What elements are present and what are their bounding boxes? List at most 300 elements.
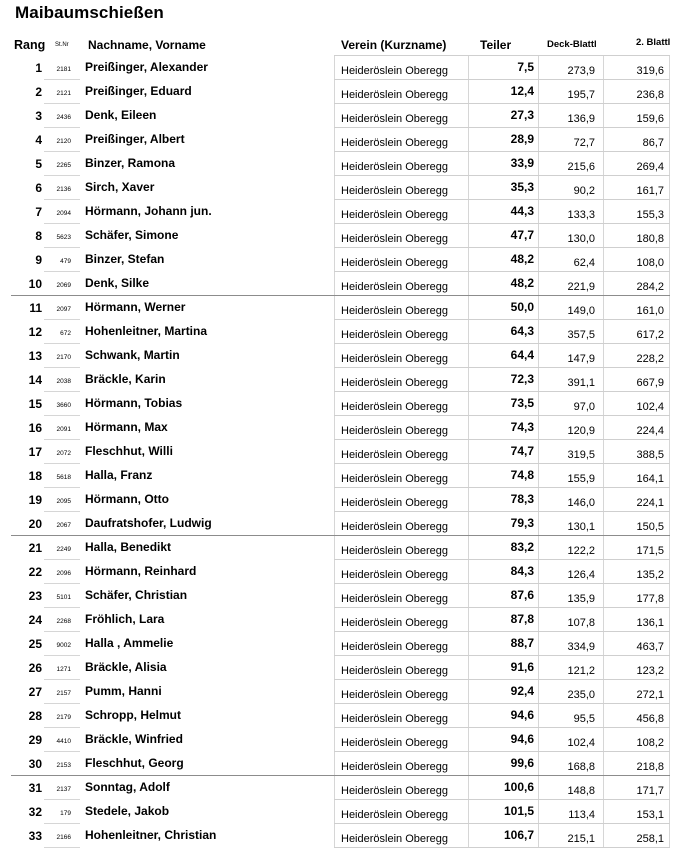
start-number-cell: 2096 bbox=[56, 570, 71, 577]
column-divider bbox=[538, 128, 539, 152]
second-blattl-cell: 164,1 bbox=[636, 473, 664, 485]
start-number-cell: 2097 bbox=[56, 306, 71, 313]
teiler-cell: 72,3 bbox=[510, 372, 534, 386]
deck-blattl-cell: 97,0 bbox=[573, 401, 595, 413]
deck-blattl-cell: 113,4 bbox=[568, 809, 595, 821]
club-cell: Heideröslein Oberegg bbox=[341, 593, 449, 605]
column-divider bbox=[669, 824, 670, 848]
teiler-cell: 91,6 bbox=[510, 660, 534, 674]
second-blattl-cell: 161,7 bbox=[636, 185, 664, 197]
second-blattl-cell: 108,0 bbox=[636, 257, 664, 269]
column-divider bbox=[538, 176, 539, 200]
column-divider bbox=[669, 392, 670, 416]
rank-cell: 26 bbox=[28, 661, 42, 675]
teiler-cell: 28,9 bbox=[510, 132, 534, 146]
start-number-cell: 9002 bbox=[56, 642, 71, 649]
name-cell: Hörmann, Johann jun. bbox=[85, 204, 212, 218]
rank-cell: 20 bbox=[28, 517, 42, 531]
rank-cell: 5 bbox=[35, 157, 42, 171]
start-number-cell: 2436 bbox=[56, 114, 71, 121]
column-divider bbox=[538, 440, 539, 464]
column-divider bbox=[334, 224, 335, 248]
column-divider bbox=[468, 488, 469, 512]
column-divider bbox=[669, 632, 670, 656]
table-row bbox=[0, 296, 680, 320]
rank-cell: 12 bbox=[28, 325, 42, 339]
club-cell: Heideröslein Oberegg bbox=[341, 329, 449, 341]
column-divider bbox=[603, 680, 604, 704]
deck-blattl-cell: 95,5 bbox=[573, 713, 595, 725]
name-cell: Schwank, Martin bbox=[85, 348, 180, 362]
column-divider bbox=[468, 536, 469, 560]
club-cell: Heideröslein Oberegg bbox=[341, 617, 449, 629]
column-divider bbox=[538, 608, 539, 632]
column-divider bbox=[669, 104, 670, 128]
column-divider bbox=[669, 176, 670, 200]
column-divider bbox=[538, 656, 539, 680]
column-header-rang: Rang bbox=[14, 38, 46, 52]
column-divider bbox=[538, 344, 539, 368]
second-blattl-cell: 86,7 bbox=[642, 137, 664, 149]
table-row bbox=[0, 512, 680, 536]
club-cell: Heideröslein Oberegg bbox=[341, 689, 449, 701]
column-divider bbox=[334, 464, 335, 488]
start-number-cell: 2181 bbox=[56, 66, 71, 73]
start-number-cell: 479 bbox=[60, 258, 71, 265]
start-number-cell: 5618 bbox=[56, 474, 71, 481]
column-divider bbox=[468, 344, 469, 368]
start-number-cell: 2091 bbox=[56, 426, 71, 433]
table-row bbox=[0, 200, 680, 224]
column-divider bbox=[334, 104, 335, 128]
column-divider bbox=[468, 440, 469, 464]
column-divider bbox=[669, 128, 670, 152]
column-divider bbox=[334, 128, 335, 152]
deck-blattl-cell: 107,8 bbox=[567, 617, 595, 629]
column-divider bbox=[538, 368, 539, 392]
column-divider bbox=[468, 368, 469, 392]
column-divider bbox=[538, 632, 539, 656]
second-blattl-cell: 180,8 bbox=[636, 233, 664, 245]
name-cell: Denk, Silke bbox=[85, 276, 150, 290]
teiler-cell: 94,6 bbox=[510, 708, 534, 722]
name-cell: Preißinger, Albert bbox=[85, 132, 185, 146]
club-cell: Heideröslein Oberegg bbox=[341, 833, 449, 845]
column-divider bbox=[334, 200, 335, 224]
second-blattl-cell: 135,2 bbox=[636, 569, 664, 581]
column-divider bbox=[334, 584, 335, 608]
column-divider bbox=[603, 416, 604, 440]
column-divider bbox=[538, 752, 539, 776]
teiler-cell: 35,3 bbox=[510, 180, 534, 194]
column-divider bbox=[603, 272, 604, 296]
second-blattl-cell: 177,8 bbox=[636, 593, 664, 605]
start-number-cell: 2038 bbox=[56, 378, 71, 385]
column-divider bbox=[334, 176, 335, 200]
column-divider bbox=[468, 200, 469, 224]
start-number-cell: 4410 bbox=[56, 738, 71, 745]
start-number-cell: 5623 bbox=[56, 234, 71, 241]
table-row bbox=[0, 176, 680, 200]
start-number-cell: 2157 bbox=[56, 690, 71, 697]
deck-blattl-cell: 136,9 bbox=[567, 113, 595, 125]
column-divider bbox=[468, 128, 469, 152]
column-divider bbox=[603, 320, 604, 344]
table-row bbox=[0, 416, 680, 440]
column-divider bbox=[538, 536, 539, 560]
second-blattl-cell: 272,1 bbox=[636, 689, 664, 701]
name-cell: Hörmann, Otto bbox=[85, 492, 169, 506]
column-divider bbox=[603, 512, 604, 536]
column-divider bbox=[468, 152, 469, 176]
page-title: Maibaumschießen bbox=[15, 3, 164, 22]
column-divider bbox=[468, 584, 469, 608]
deck-blattl-cell: 334,9 bbox=[567, 641, 595, 653]
teiler-cell: 27,3 bbox=[510, 108, 534, 122]
column-divider bbox=[669, 152, 670, 176]
column-divider bbox=[468, 416, 469, 440]
start-number-cell: 2170 bbox=[56, 354, 71, 361]
name-cell: Binzer, Stefan bbox=[85, 252, 165, 266]
column-divider bbox=[603, 560, 604, 584]
teiler-cell: 88,7 bbox=[510, 636, 534, 650]
club-cell: Heideröslein Oberegg bbox=[341, 209, 449, 221]
second-blattl-cell: 456,8 bbox=[636, 713, 664, 725]
second-blattl-cell: 123,2 bbox=[636, 665, 664, 677]
rank-cell: 6 bbox=[35, 181, 42, 195]
column-divider bbox=[468, 608, 469, 632]
column-divider bbox=[669, 296, 670, 320]
deck-blattl-cell: 146,0 bbox=[567, 497, 595, 509]
club-cell: Heideröslein Oberegg bbox=[341, 641, 449, 653]
column-divider bbox=[669, 344, 670, 368]
second-blattl-cell: 667,9 bbox=[636, 377, 664, 389]
second-blattl-cell: 102,4 bbox=[636, 401, 664, 413]
column-divider bbox=[669, 488, 670, 512]
column-divider bbox=[538, 80, 539, 104]
table-row bbox=[0, 392, 680, 416]
column-divider bbox=[538, 392, 539, 416]
column-divider bbox=[538, 464, 539, 488]
deck-blattl-cell: 215,6 bbox=[567, 161, 595, 173]
column-divider bbox=[538, 248, 539, 272]
column-divider bbox=[334, 392, 335, 416]
club-cell: Heideröslein Oberegg bbox=[341, 521, 449, 533]
start-number-cell: 2136 bbox=[56, 186, 71, 193]
column-divider bbox=[538, 152, 539, 176]
name-cell: Halla, Benedikt bbox=[85, 540, 172, 554]
table-row bbox=[0, 56, 680, 80]
name-cell: Fröhlich, Lara bbox=[85, 612, 165, 626]
column-divider bbox=[334, 296, 335, 320]
teiler-cell: 48,2 bbox=[510, 252, 534, 266]
deck-blattl-cell: 135,9 bbox=[567, 593, 595, 605]
column-divider bbox=[538, 680, 539, 704]
column-divider bbox=[468, 320, 469, 344]
column-divider bbox=[538, 512, 539, 536]
start-number-cell: 2094 bbox=[56, 210, 71, 217]
start-number-cell: 2268 bbox=[56, 618, 71, 625]
column-divider bbox=[669, 200, 670, 224]
club-cell: Heideröslein Oberegg bbox=[341, 473, 449, 485]
rank-cell: 14 bbox=[28, 373, 42, 387]
teiler-cell: 78,3 bbox=[510, 492, 534, 506]
second-blattl-cell: 388,5 bbox=[636, 449, 664, 461]
deck-blattl-cell: 102,4 bbox=[567, 737, 595, 749]
column-divider bbox=[538, 704, 539, 728]
column-divider bbox=[669, 536, 670, 560]
column-divider bbox=[468, 728, 469, 752]
club-cell: Heideröslein Oberegg bbox=[341, 425, 449, 437]
column-divider bbox=[334, 680, 335, 704]
table-row bbox=[0, 800, 680, 824]
second-blattl-cell: 224,1 bbox=[636, 497, 664, 509]
column-divider bbox=[538, 104, 539, 128]
column-divider bbox=[603, 728, 604, 752]
column-divider bbox=[538, 776, 539, 800]
column-divider bbox=[603, 392, 604, 416]
second-blattl-cell: 236,8 bbox=[636, 89, 664, 101]
deck-blattl-cell: 72,7 bbox=[573, 137, 595, 149]
name-cell: Halla, Franz bbox=[85, 468, 153, 482]
start-number-cell: 2249 bbox=[56, 546, 71, 553]
column-divider bbox=[334, 344, 335, 368]
column-divider bbox=[334, 248, 335, 272]
teiler-cell: 64,4 bbox=[510, 348, 534, 362]
second-blattl-cell: 171,7 bbox=[636, 785, 664, 797]
rank-cell: 1 bbox=[35, 61, 42, 75]
column-divider bbox=[538, 320, 539, 344]
rank-cell: 31 bbox=[28, 781, 42, 795]
column-divider bbox=[334, 824, 335, 848]
column-divider bbox=[669, 680, 670, 704]
column-divider bbox=[334, 560, 335, 584]
deck-blattl-cell: 149,0 bbox=[567, 305, 595, 317]
club-cell: Heideröslein Oberegg bbox=[341, 401, 449, 413]
deck-blattl-cell: 121,2 bbox=[567, 665, 595, 677]
column-divider bbox=[603, 80, 604, 104]
table-row bbox=[0, 656, 680, 680]
name-cell: Fleschhut, Georg bbox=[85, 756, 184, 770]
second-blattl-cell: 269,4 bbox=[636, 161, 664, 173]
column-divider bbox=[468, 656, 469, 680]
table-row bbox=[0, 728, 680, 752]
table-row bbox=[0, 320, 680, 344]
club-cell: Heideröslein Oberegg bbox=[341, 113, 449, 125]
column-divider bbox=[468, 632, 469, 656]
column-divider bbox=[603, 176, 604, 200]
column-divider bbox=[468, 176, 469, 200]
deck-blattl-cell: 126,4 bbox=[567, 569, 595, 581]
start-number-cell: 2072 bbox=[56, 450, 71, 457]
rank-cell: 13 bbox=[28, 349, 42, 363]
name-cell: Binzer, Ramona bbox=[85, 156, 176, 170]
column-divider bbox=[334, 632, 335, 656]
deck-blattl-cell: 235,0 bbox=[567, 689, 595, 701]
column-divider bbox=[468, 56, 469, 80]
column-header-name: Nachname, Vorname bbox=[88, 38, 206, 52]
column-divider bbox=[334, 440, 335, 464]
row-divider bbox=[334, 847, 670, 848]
column-divider bbox=[669, 56, 670, 80]
name-cell: Bräckle, Karin bbox=[85, 372, 166, 386]
club-cell: Heideröslein Oberegg bbox=[341, 281, 449, 293]
deck-blattl-cell: 130,0 bbox=[567, 233, 595, 245]
name-cell: Stedele, Jakob bbox=[85, 804, 170, 818]
second-blattl-cell: 108,2 bbox=[636, 737, 664, 749]
deck-blattl-cell: 90,2 bbox=[573, 185, 595, 197]
column-divider bbox=[468, 680, 469, 704]
column-divider bbox=[334, 704, 335, 728]
deck-blattl-cell: 195,7 bbox=[567, 89, 595, 101]
deck-blattl-cell: 155,9 bbox=[567, 473, 595, 485]
column-divider bbox=[603, 344, 604, 368]
club-cell: Heideröslein Oberegg bbox=[341, 161, 449, 173]
column-divider bbox=[468, 392, 469, 416]
column-divider bbox=[468, 272, 469, 296]
table-row bbox=[0, 80, 680, 104]
club-cell: Heideröslein Oberegg bbox=[341, 809, 449, 821]
column-divider bbox=[669, 728, 670, 752]
table-row bbox=[0, 224, 680, 248]
table-row bbox=[0, 440, 680, 464]
teiler-cell: 73,5 bbox=[510, 396, 534, 410]
teiler-cell: 87,8 bbox=[510, 612, 534, 626]
column-divider bbox=[334, 608, 335, 632]
teiler-cell: 7,5 bbox=[517, 60, 534, 74]
start-number-cell: 1271 bbox=[56, 666, 71, 673]
column-divider bbox=[603, 656, 604, 680]
second-blattl-cell: 224,4 bbox=[636, 425, 664, 437]
column-divider bbox=[468, 296, 469, 320]
name-cell: Pumm, Hanni bbox=[85, 684, 162, 698]
teiler-cell: 101,5 bbox=[503, 804, 534, 818]
deck-blattl-cell: 120,9 bbox=[567, 425, 595, 437]
second-blattl-cell: 218,8 bbox=[636, 761, 664, 773]
rank-cell: 15 bbox=[28, 397, 42, 411]
name-cell: Halla , Ammelie bbox=[85, 636, 174, 650]
deck-blattl-cell: 273,9 bbox=[567, 65, 595, 77]
column-divider bbox=[334, 776, 335, 800]
column-divider bbox=[669, 608, 670, 632]
rank-cell: 3 bbox=[35, 109, 42, 123]
column-divider bbox=[603, 704, 604, 728]
column-divider bbox=[669, 416, 670, 440]
column-divider bbox=[538, 584, 539, 608]
deck-blattl-cell: 147,9 bbox=[567, 353, 595, 365]
second-blattl-cell: 171,5 bbox=[636, 545, 664, 557]
club-cell: Heideröslein Oberegg bbox=[341, 545, 449, 557]
teiler-cell: 83,2 bbox=[510, 540, 534, 554]
column-divider bbox=[468, 512, 469, 536]
name-cell: Hörmann, Max bbox=[85, 420, 168, 434]
start-number-cell: 2265 bbox=[56, 162, 71, 169]
rank-cell: 21 bbox=[28, 541, 42, 555]
column-divider bbox=[334, 800, 335, 824]
teiler-cell: 84,3 bbox=[510, 564, 534, 578]
column-divider bbox=[468, 464, 469, 488]
deck-blattl-cell: 148,8 bbox=[567, 785, 595, 797]
teiler-cell: 74,7 bbox=[510, 444, 534, 458]
club-cell: Heideröslein Oberegg bbox=[341, 257, 449, 269]
column-divider bbox=[669, 800, 670, 824]
name-cell: Hörmann, Reinhard bbox=[85, 564, 197, 578]
table-row bbox=[0, 368, 680, 392]
rank-cell: 7 bbox=[35, 205, 42, 219]
column-divider bbox=[334, 512, 335, 536]
deck-blattl-cell: 130,1 bbox=[567, 521, 595, 533]
teiler-cell: 99,6 bbox=[510, 756, 534, 770]
column-divider bbox=[538, 800, 539, 824]
start-number-cell: 2166 bbox=[56, 834, 71, 841]
teiler-cell: 74,8 bbox=[510, 468, 534, 482]
club-cell: Heideröslein Oberegg bbox=[341, 761, 449, 773]
start-number-cell: 2095 bbox=[56, 498, 71, 505]
club-cell: Heideröslein Oberegg bbox=[341, 65, 449, 77]
table-row bbox=[0, 488, 680, 512]
column-divider bbox=[334, 416, 335, 440]
club-cell: Heideröslein Oberegg bbox=[341, 665, 449, 677]
column-divider bbox=[334, 368, 335, 392]
teiler-cell: 94,6 bbox=[510, 732, 534, 746]
rank-cell: 22 bbox=[28, 565, 42, 579]
teiler-cell: 33,9 bbox=[510, 156, 534, 170]
column-divider bbox=[669, 368, 670, 392]
table-row bbox=[0, 128, 680, 152]
column-divider bbox=[669, 320, 670, 344]
teiler-cell: 48,2 bbox=[510, 276, 534, 290]
column-divider bbox=[669, 80, 670, 104]
club-cell: Heideröslein Oberegg bbox=[341, 233, 449, 245]
column-divider bbox=[468, 776, 469, 800]
deck-blattl-cell: 221,9 bbox=[567, 281, 595, 293]
name-cell: Preißinger, Eduard bbox=[85, 84, 192, 98]
teiler-cell: 64,3 bbox=[510, 324, 534, 338]
club-cell: Heideröslein Oberegg bbox=[341, 449, 449, 461]
column-divider bbox=[669, 464, 670, 488]
column-divider bbox=[603, 56, 604, 80]
second-blattl-cell: 155,3 bbox=[636, 209, 664, 221]
table-row bbox=[0, 248, 680, 272]
name-cell: Sonntag, Adolf bbox=[85, 780, 170, 794]
teiler-cell: 79,3 bbox=[510, 516, 534, 530]
table-row bbox=[0, 464, 680, 488]
column-divider bbox=[468, 560, 469, 584]
column-divider bbox=[334, 272, 335, 296]
club-cell: Heideröslein Oberegg bbox=[341, 377, 449, 389]
column-header-teiler: Teiler bbox=[480, 38, 512, 52]
start-number-cell: 2121 bbox=[56, 90, 71, 97]
column-divider bbox=[603, 488, 604, 512]
club-cell: Heideröslein Oberegg bbox=[341, 713, 449, 725]
deck-blattl-cell: 168,8 bbox=[567, 761, 595, 773]
second-blattl-cell: 319,6 bbox=[636, 65, 664, 77]
column-divider bbox=[669, 272, 670, 296]
club-cell: Heideröslein Oberegg bbox=[341, 137, 449, 149]
teiler-cell: 47,7 bbox=[510, 228, 534, 242]
rank-cell: 33 bbox=[28, 829, 42, 843]
teiler-cell: 106,7 bbox=[503, 828, 534, 842]
column-divider bbox=[468, 80, 469, 104]
second-blattl-cell: 136,1 bbox=[636, 617, 664, 629]
second-blattl-cell: 258,1 bbox=[636, 833, 664, 845]
column-divider bbox=[334, 80, 335, 104]
column-divider bbox=[538, 728, 539, 752]
second-blattl-cell: 161,0 bbox=[636, 305, 664, 317]
second-blattl-cell: 228,2 bbox=[636, 353, 664, 365]
column-divider bbox=[603, 440, 604, 464]
column-divider bbox=[334, 488, 335, 512]
